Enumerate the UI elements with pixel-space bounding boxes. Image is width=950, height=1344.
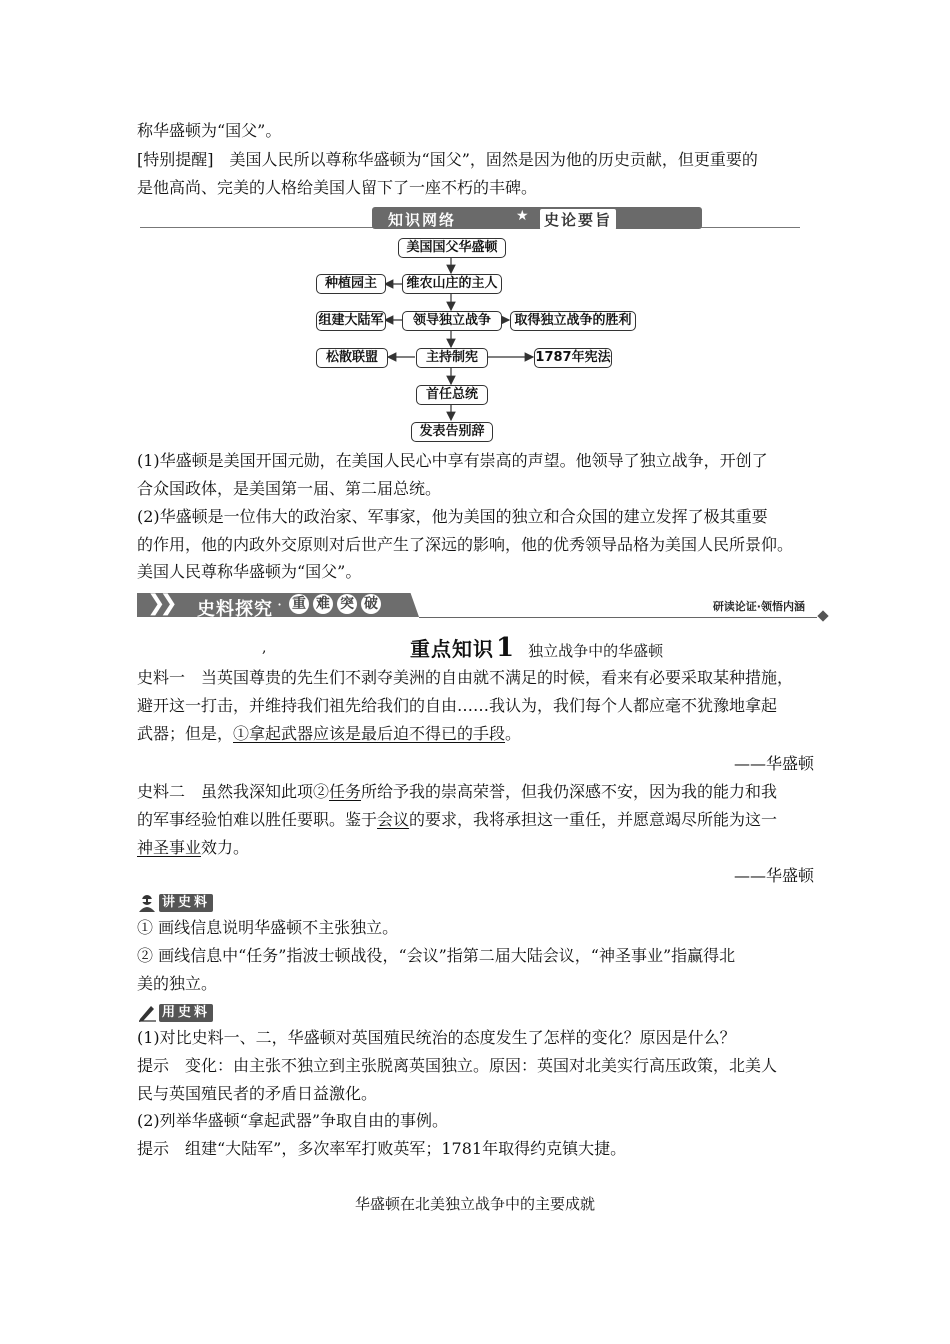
section-caption: 华盛顿在北美独立战争中的主要成就: [354, 1195, 595, 1213]
source2-line3-b: 效力。: [201, 838, 250, 857]
key-number: 1: [496, 633, 515, 663]
key-label: 重点知识: [410, 637, 494, 661]
answer-1b: 民与英国殖民者的矛盾日益激化。: [137, 1084, 378, 1103]
explain-line2: ② 画线信息中“任务”指波士顿战役，“会议”指第二届大陆会议，“神圣事业”指赢得北: [137, 946, 736, 965]
node-continental-army: 组建大陆军: [316, 311, 386, 331]
answer-1a: 提示 变化：由主张不独立到主张脱离英国独立。原因：英国对北美实行高压政策，北美人: [137, 1056, 778, 1075]
explain-source-label: 讲史料: [159, 894, 213, 912]
diamond-icon: [817, 610, 828, 621]
banner-left-label: 知识网络: [388, 211, 457, 229]
stray-comma: ,: [262, 640, 267, 656]
source1-line3: [137, 720, 817, 748]
summary-2b: 的作用，他的内政外交原则对后世产生了深远的影响，他的优秀领导品格为美国人民所景仰。: [137, 535, 794, 554]
node-farewell-address: 发表告别辞: [411, 422, 493, 442]
banner-right-label: 史论要旨: [540, 209, 616, 230]
node-planter: 种植园主: [316, 274, 386, 294]
summary-2c: 美国人民尊称华盛顿为“国父”。: [137, 562, 362, 581]
source2-author: ——华盛顿: [733, 866, 814, 885]
explain-line3: 美的独立。: [137, 974, 218, 993]
source2-meeting: 会议: [377, 810, 410, 829]
node-win-war: 取得独立战争的胜利: [510, 311, 636, 331]
summary-2a: (2)华盛顿是一位伟大的政治家、军事家，他为美国的独立和合众国的建立发挥了极其重要: [137, 507, 768, 526]
special-remark: [137, 146, 817, 174]
banner-char-1: 重: [289, 594, 309, 614]
question-1: (1)对比史料一、二，华盛顿对英国殖民统治的态度发生了怎样的变化？原因是什么？: [137, 1028, 736, 1047]
node-constitution-convention: 主持制宪: [416, 348, 488, 368]
source2-line3: [137, 834, 817, 862]
use-source-tag: [137, 1003, 213, 1023]
remark-label: [特别提醒]: [137, 150, 214, 169]
node-mount-vernon-owner: 维农山庄的主人: [402, 274, 502, 294]
explain-source-tag: [137, 893, 213, 913]
key-knowledge-heading: [410, 633, 663, 663]
source2-line2: [137, 806, 817, 834]
source2-line1: [137, 778, 817, 806]
source2-line1-c: 所给予我的崇高荣誉，但我仍深感不安，因为我的能力和我: [361, 782, 778, 801]
answer-2: 提示 组建“大陆军”，多次率军打败英军；1781年取得约克镇大捷。: [137, 1139, 627, 1158]
banner-char-2: 难: [313, 594, 333, 614]
node-loose-confederation: 松散联盟: [316, 348, 388, 368]
use-source-label: 用史料: [159, 1004, 213, 1022]
intro-line: 称华盛顿为“国父”。: [137, 121, 282, 140]
banner-char-3: 突: [337, 594, 357, 614]
remark-text: 美国人民所以尊称华盛顿为“国父”，固然是因为他的历史贡献，但更重要的: [229, 150, 758, 169]
node-1787-constitution: 1787年宪法: [534, 348, 612, 368]
source2-line2-a: 的军事经验怕难以胜任要职。鉴于: [137, 810, 378, 829]
source1-author: ——华盛顿: [733, 754, 814, 773]
source2-task: 任务: [329, 782, 362, 801]
question-2: (2)列举华盛顿“拿起武器”争取自由的事例。: [137, 1111, 449, 1130]
star-icon: ★: [516, 208, 529, 224]
banner-subtitle: 研读论证·领悟内涵: [712, 600, 805, 613]
double-chevron-icon: ❯❯: [147, 591, 172, 616]
remark-continued: 是他高尚、完美的人格给美国人留下了一座不朽的丰碑。: [137, 178, 538, 197]
summary-1b: 合众国政体，是美国第一届、第二届总统。: [137, 479, 442, 498]
source2-sacred-cause: 神圣事业: [137, 838, 202, 857]
source1-line2: 避开这一打击，并维持我们祖先给我们的自由……我认为，我们每个人都应毫不犹豫地拿起: [137, 696, 778, 715]
knowledge-network-banner: [140, 207, 800, 231]
pen-icon: [137, 1004, 157, 1022]
source1-line1: 史料一 当英国尊贵的先生们不剥夺美洲的自由就不满足的时候，看来有必要采取某种措施，: [137, 668, 794, 687]
source1-line3-a: 武器；但是，: [137, 724, 234, 743]
node-founding-father: 美国国父华盛顿: [398, 238, 506, 258]
banner-char-4: 破: [361, 594, 381, 614]
source2-line2-c: 的要求，我将承担这一重任，并愿意竭尽所能为这一: [409, 810, 778, 829]
summary-1a: (1)华盛顿是美国开国元勋，在美国人民心中享有崇高的声望。他领导了独立战争，开创了: [137, 451, 768, 470]
explain-line1: ① 画线信息说明华盛顿不主张独立。: [137, 918, 399, 937]
node-lead-war: 领导独立战争: [402, 311, 502, 331]
banner-dot: ·: [277, 595, 283, 614]
source1-line3-c: 。: [505, 724, 522, 743]
banner-underline: [419, 617, 817, 618]
source-exploration-banner: [137, 591, 827, 621]
teacher-icon: [137, 894, 157, 912]
source1-underlined: ①拿起武器应该是最后迫不得已的手段: [233, 724, 506, 743]
banner-title: 史料探究: [197, 599, 273, 620]
key-topic: 独立战争中的华盛顿: [528, 642, 664, 660]
source2-line1-a: 史料二 虽然我深知此项②: [137, 782, 330, 801]
node-first-president: 首任总统: [416, 385, 488, 405]
